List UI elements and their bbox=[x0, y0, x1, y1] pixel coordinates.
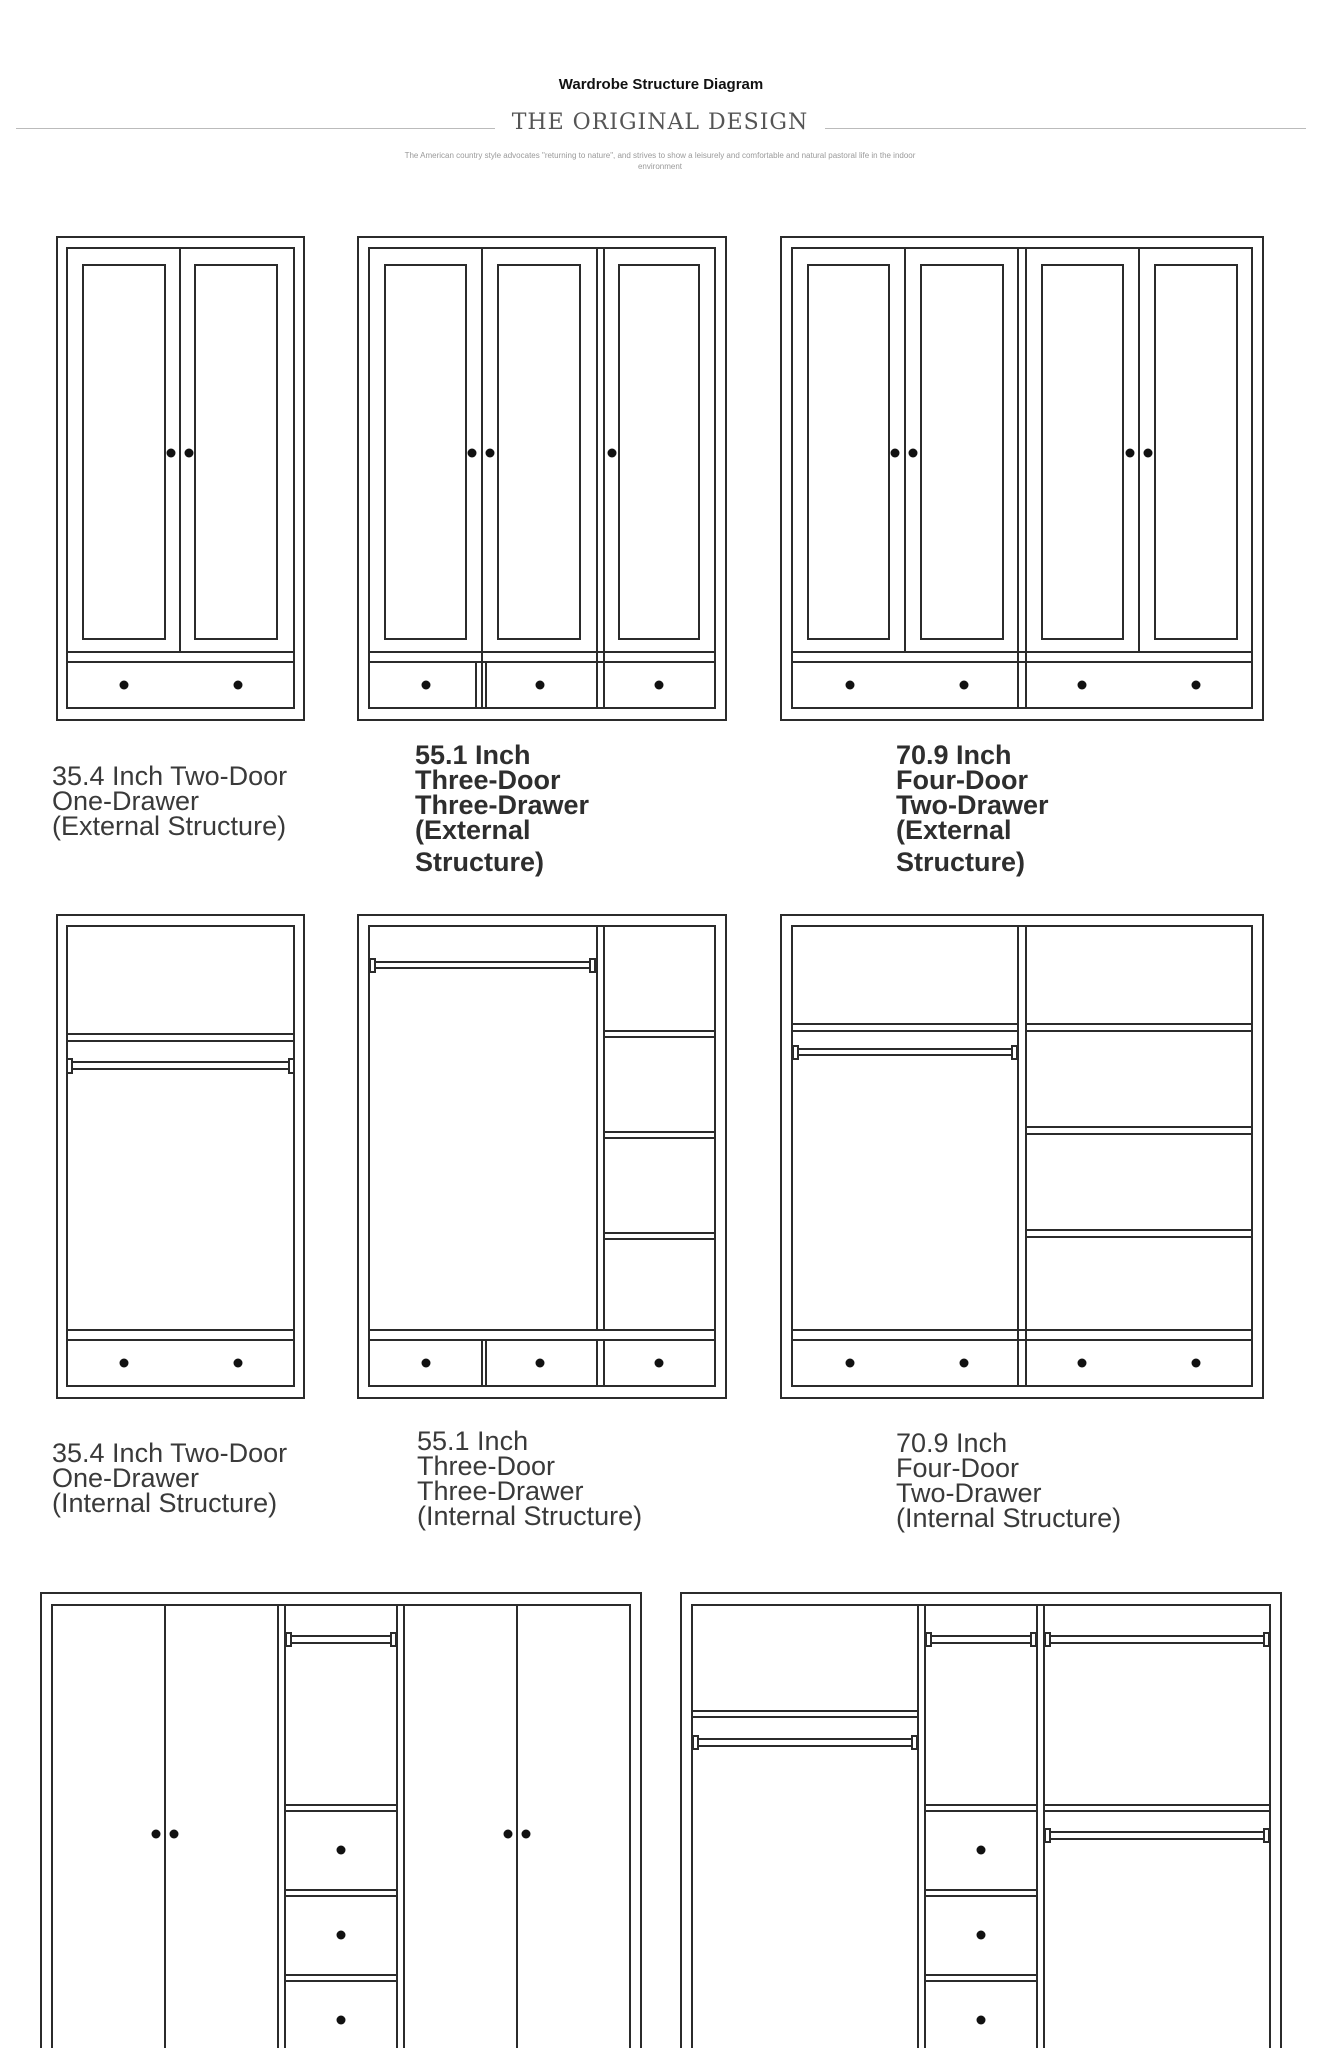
caption-line: Two-Drawer bbox=[896, 790, 1049, 820]
diagram-three-door-internal bbox=[358, 915, 726, 1398]
diagram-two-door-external bbox=[57, 237, 304, 720]
caption-three-door-external bbox=[415, 740, 590, 877]
caption-line: (External bbox=[896, 815, 1012, 845]
caption-line: Structure) bbox=[896, 847, 1026, 877]
caption-line: Two-Drawer bbox=[896, 1478, 1042, 1508]
diagram-large-internal bbox=[681, 1593, 1281, 2048]
caption-two-door-external bbox=[52, 761, 288, 841]
tagline: The American country style advocates "returning to nature", and strives to show a leisurely and comfortable and natural pastoral life in the indoor environment bbox=[404, 151, 916, 171]
caption-line: Three-Door bbox=[415, 765, 561, 795]
caption-line: Three-Door bbox=[417, 1451, 556, 1481]
caption-line: (External bbox=[415, 815, 531, 845]
caption-line: 70.9 Inch bbox=[896, 740, 1012, 770]
caption-line: Structure) bbox=[415, 847, 545, 877]
diagram-three-door-external bbox=[358, 237, 726, 720]
caption-line: Three-Drawer bbox=[417, 1476, 584, 1506]
caption-line: 55.1 Inch bbox=[417, 1426, 529, 1456]
caption-line: 35.4 Inch Two-Door bbox=[52, 1438, 288, 1468]
caption-line: One-Drawer bbox=[52, 1463, 200, 1493]
subtitle: THE ORIGINAL DESIGN bbox=[511, 110, 809, 135]
diagram-large-external bbox=[41, 1593, 641, 2048]
caption-line: (Internal Structure) bbox=[417, 1501, 643, 1531]
diagram-two-door-internal bbox=[57, 915, 304, 1398]
page-title: Wardrobe Structure Diagram bbox=[558, 76, 764, 93]
caption-line: 55.1 Inch bbox=[415, 740, 531, 770]
diagram-four-door-internal bbox=[781, 915, 1263, 1398]
caption-three-door-internal bbox=[417, 1426, 643, 1531]
caption-line: 70.9 Inch bbox=[896, 1428, 1008, 1458]
caption-line: One-Drawer bbox=[52, 786, 200, 816]
caption-line: 35.4 Inch Two-Door bbox=[52, 761, 288, 791]
caption-four-door-external bbox=[896, 740, 1049, 877]
diagram-four-door-external bbox=[781, 237, 1263, 720]
caption-line: Three-Drawer bbox=[415, 790, 590, 820]
caption-four-door-internal bbox=[896, 1428, 1122, 1533]
caption-line: Four-Door bbox=[896, 1453, 1020, 1483]
caption-line: (Internal Structure) bbox=[896, 1503, 1122, 1533]
caption-line: (External Structure) bbox=[52, 811, 287, 841]
caption-line: Four-Door bbox=[896, 765, 1028, 795]
caption-line: (Internal Structure) bbox=[52, 1488, 278, 1518]
caption-two-door-internal bbox=[52, 1438, 288, 1518]
